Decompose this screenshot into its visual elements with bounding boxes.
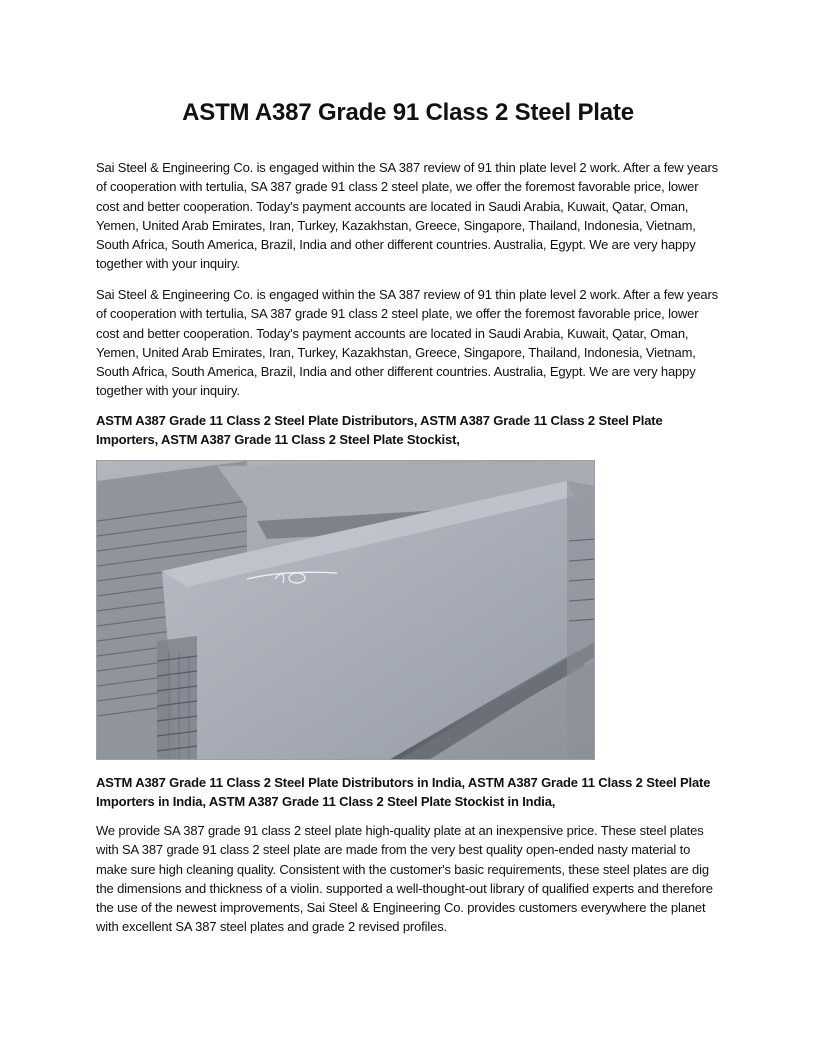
steel-plate-photo <box>96 460 595 760</box>
steel-plate-stack-image <box>97 461 595 760</box>
intro-paragraph: Sai Steel & Engineering Co. is engaged within the SA 387 review of 91 thin plate level 2 work. After a few years of cooperation with tertulia, SA 387 grade 91 class 2 steel plate, we offer the foremost favorable price, lower cost and better cooperation. Today's payment accounts are located in Saudi Arabia, Kuwait, Qatar, Oman, Yemen, United Arab Emirates, Iran, Turkey, Kazakhstan, Greece, Singapore, Thailand, Indonesia, Vietnam, South Africa, South America, Brazil, India and other different countries. Australia, Egypt. We are very happy together with your inquiry. <box>96 160 719 272</box>
india-distributors-heading: ASTM A387 Grade 11 Class 2 Steel Plate Distributors in India, ASTM A387 Grade 11 Class 2 Steel Plate Importers in India, ASTM A387 Grade 11 Class 2 Steel Plate Stockist in India, <box>96 775 711 810</box>
distributors-heading: ASTM A387 Grade 11 Class 2 Steel Plate Distributors, ASTM A387 Grade 11 Class 2 Steel Plate Importers, ASTM A387 Grade 11 Class 2 Steel Plate Stockist, <box>96 413 663 448</box>
intro-paragraph-repeat: Sai Steel & Engineering Co. is engaged within the SA 387 review of 91 thin plate level 2 work. After a few years of cooperation with tertulia, SA 387 grade 91 class 2 steel plate, we offer the foremost favorable price, lower cost and better cooperation. Today's payment accounts are located in Saudi Arabia, Kuwait, Qatar, Oman, Yemen, United Arab Emirates, Iran, Turkey, Kazakhstan, Greece, Singapore, Thailand, Indonesia, Vietnam, South Africa, South America, Brazil, India and other different countries. Australia, Egypt. We are very happy together with your inquiry. <box>96 287 719 399</box>
product-description-paragraph: We provide SA 387 grade 91 class 2 steel plate high-quality plate at an inexpensive price. These steel plates with SA 387 grade 91 class 2 steel plate are made from the very best quality open-ended nasty material to make sure high cleaning quality. Consistent with the customer's basic requirements, these steel plates are dig the dimensions and thickness of a violin. supported a well-thought-out library of qualified experts and therefore the use of the newest improvements, Sai Steel & Engineering Co. provides customers everywhere the planet with excellent SA 387 steel plates and grade 2 revised profiles. <box>96 823 713 935</box>
page-title: ASTM A387 Grade 91 Class 2 Steel Plate <box>182 99 634 126</box>
